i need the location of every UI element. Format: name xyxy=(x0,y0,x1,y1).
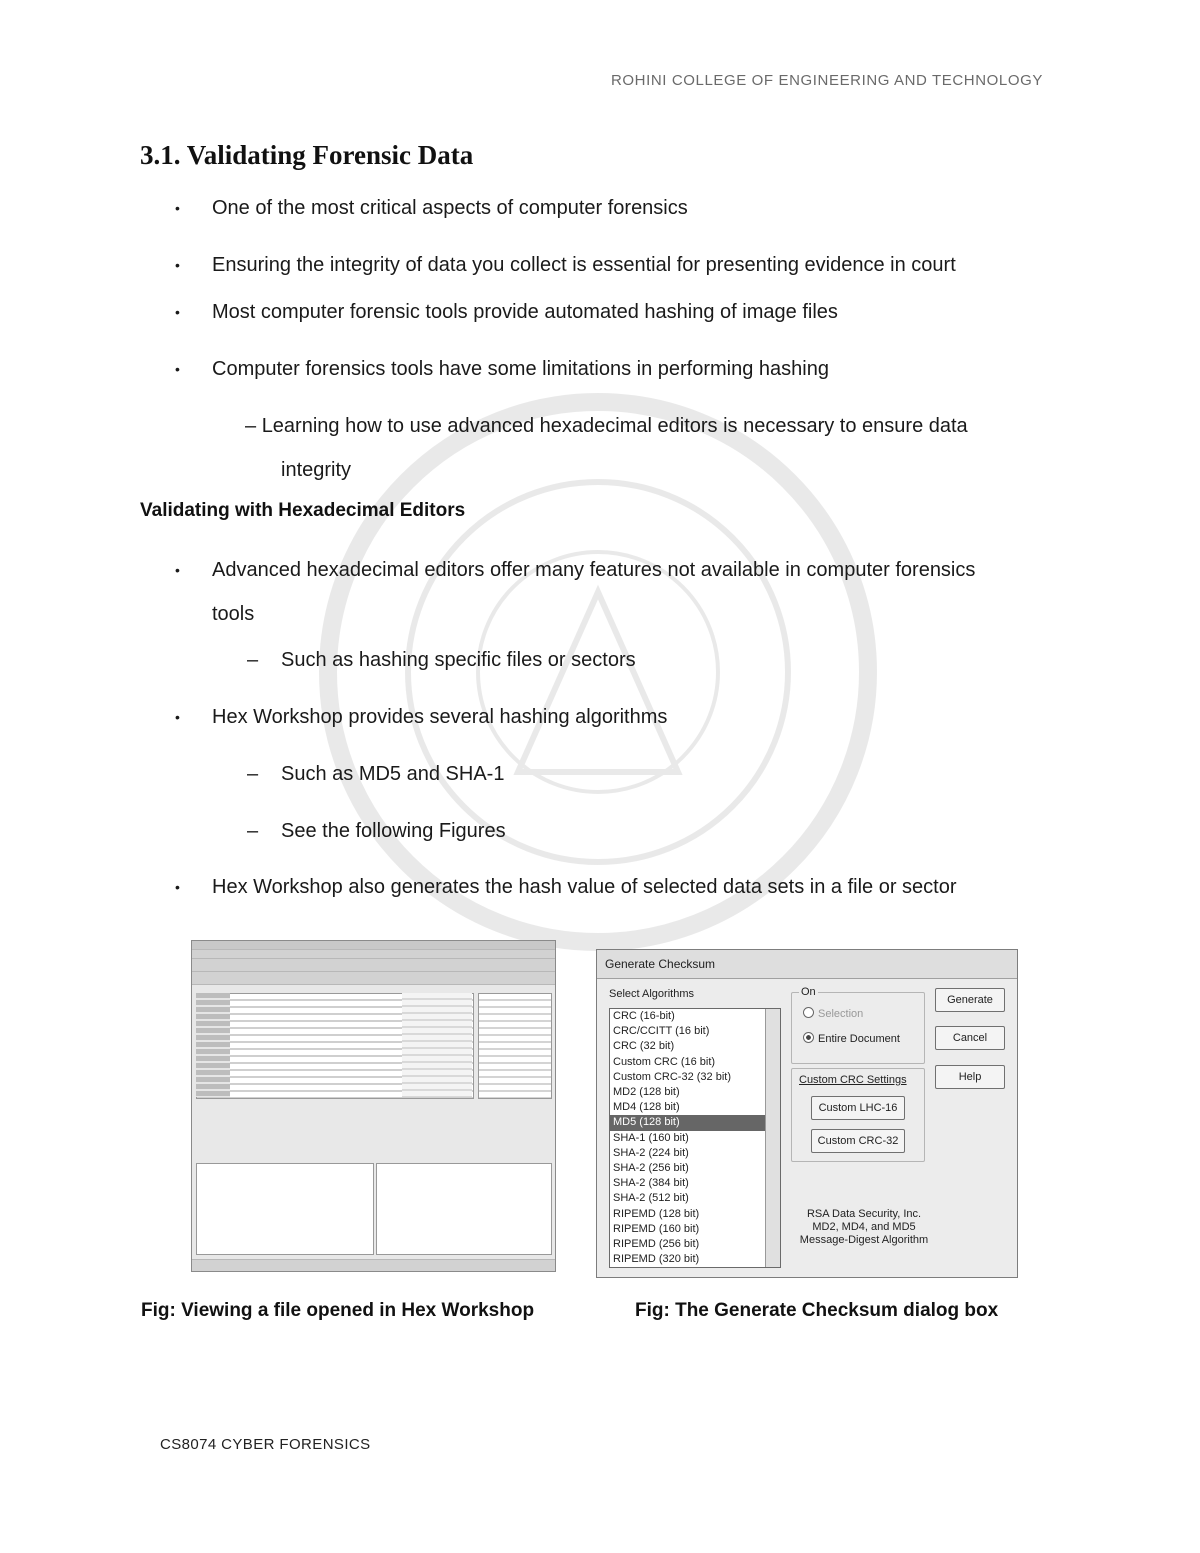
custom-crc32-button[interactable]: Custom CRC-32 xyxy=(811,1129,905,1153)
page-footer: CS8074 CYBER FORENSICS xyxy=(160,1436,371,1453)
algorithm-list[interactable] xyxy=(609,1008,781,1268)
algorithm-option[interactable]: MD4 (128 bit) xyxy=(613,1101,680,1114)
section-title: 3.1. Validating Forensic Data xyxy=(140,140,474,170)
algorithm-option[interactable]: Custom CRC-32 (32 bit) xyxy=(613,1070,731,1083)
list-scrollbar[interactable] xyxy=(765,1009,780,1267)
algorithm-option[interactable]: CRC/CCITT (16 bit) xyxy=(613,1025,710,1038)
bullet-mark: • xyxy=(175,562,180,578)
sub-bullet-continuation: integrity xyxy=(281,459,352,481)
bullet-mark: • xyxy=(175,879,180,895)
page-header: ROHINI COLLEGE OF ENGINEERING AND TECHNOLOGY xyxy=(610,72,1043,89)
dash-item-3 xyxy=(247,809,506,853)
bullet-text: Most computer forensic tools provide automated hashing of image files xyxy=(212,301,838,323)
radio-entire-document[interactable] xyxy=(803,1032,900,1045)
sub-bullet-learning xyxy=(245,404,1050,448)
bullet-text: One of the most critical aspects of computer forensics xyxy=(212,197,688,219)
figure-caption-checksum: Fig: The Generate Checksum dialog box xyxy=(635,1300,999,1321)
dash-item-1 xyxy=(247,638,636,682)
bullet-item-1 xyxy=(175,186,688,230)
rsa-note xyxy=(789,1208,939,1247)
bullet-text: Computer forensics tools have some limitations in performing hashing xyxy=(212,358,829,380)
bullet-item-2 xyxy=(175,243,956,287)
toolbar-2 xyxy=(192,972,555,985)
rsa-note-line: RSA Data Security, Inc. xyxy=(806,1208,922,1220)
bullet-item-4 xyxy=(175,347,829,391)
bullet-mark: • xyxy=(175,709,180,725)
radio-dot xyxy=(803,1007,814,1018)
bullet-text: Hex Workshop provides several hashing algorithms xyxy=(212,706,668,728)
dash-mark: – xyxy=(247,820,259,842)
bullet-mark: • xyxy=(175,200,180,216)
bullet-continuation: tools xyxy=(212,603,255,625)
toolbar xyxy=(192,959,555,972)
algorithm-option[interactable]: MD2 (128 bit) xyxy=(613,1086,680,1099)
dash-text: See the following Figures xyxy=(281,820,506,842)
algorithm-option[interactable]: SHA-1 (160 bit) xyxy=(613,1131,689,1144)
radio-selection-label: Selection xyxy=(818,1008,864,1020)
results-pane xyxy=(376,1163,552,1255)
algorithm-option[interactable]: RIPEMD (160 bit) xyxy=(613,1222,700,1235)
bullet-item-7 xyxy=(175,865,957,909)
dash-item-2 xyxy=(247,752,505,796)
algorithm-option[interactable]: RIPEMD (320 bit) xyxy=(613,1253,700,1266)
dash-mark: – xyxy=(247,649,259,671)
cancel-button[interactable]: Cancel xyxy=(935,1026,1005,1050)
menu-bar xyxy=(192,950,555,959)
generate-button[interactable]: Generate xyxy=(935,988,1005,1012)
on-group xyxy=(791,992,925,1064)
bullet-text: Advanced hexadecimal editors offer many features not available in computer forensics xyxy=(212,559,976,581)
subsection-title: Validating with Hexadecimal Editors xyxy=(140,500,466,521)
algorithm-option[interactable]: SHA-2 (224 bit) xyxy=(613,1146,689,1159)
algorithm-option[interactable]: RIPEMD (128 bit) xyxy=(613,1207,700,1220)
bullet-mark: • xyxy=(175,257,180,273)
dash-mark: – xyxy=(247,763,259,785)
radio-selection[interactable] xyxy=(803,1007,863,1020)
dash-mark: – xyxy=(245,415,257,437)
offset-column xyxy=(196,993,230,1097)
bullet-mark: • xyxy=(175,361,180,377)
algorithm-option[interactable]: CRC (32 bit) xyxy=(613,1040,675,1053)
bullet-item-5 xyxy=(175,548,976,592)
algorithm-option[interactable]: CRC (16-bit) xyxy=(613,1010,675,1022)
bullet-text: Ensuring the integrity of data you collect is essential for presenting evidence in court xyxy=(212,254,956,276)
dialog-title: Generate Checksum xyxy=(597,950,1017,979)
rsa-note-line: Message-Digest Algorithm xyxy=(799,1234,929,1246)
algorithm-option[interactable]: MD5 (128 bit) xyxy=(610,1115,780,1130)
custom-lhc-button[interactable]: Custom LHC-16 xyxy=(811,1096,905,1120)
dash-text: Such as hashing specific files or sectors xyxy=(281,649,636,671)
algorithm-option[interactable]: SHA-2 (256 bit) xyxy=(613,1162,689,1175)
data-inspector-pane xyxy=(478,993,552,1099)
dash-text: Such as MD5 and SHA-1 xyxy=(281,763,505,785)
radio-dot-checked xyxy=(803,1032,814,1043)
rsa-note-line: MD2, MD4, and MD5 xyxy=(812,1221,916,1233)
algorithm-option[interactable]: SHA-2 (384 bit) xyxy=(613,1177,689,1190)
ascii-column xyxy=(402,993,472,1097)
figure-caption-hex: Fig: Viewing a file opened in Hex Workshop xyxy=(141,1300,535,1321)
bullet-text: Hex Workshop also generates the hash value of selected data sets in a file or sector xyxy=(212,876,957,898)
bullet-mark: • xyxy=(175,304,180,320)
algorithm-items xyxy=(610,1009,780,1267)
generate-checksum-dialog xyxy=(596,949,1018,1278)
on-label: On xyxy=(801,986,816,998)
select-algorithms-label: Select Algorithms xyxy=(609,988,694,1000)
sub-bullet-text: Learning how to use advanced hexadecimal editors is necessary to ensure data xyxy=(261,415,968,437)
algorithm-option[interactable]: RIPEMD (256 bit) xyxy=(613,1238,700,1251)
help-button[interactable]: Help xyxy=(935,1065,1005,1089)
algorithm-option[interactable]: Custom CRC (16 bit) xyxy=(613,1055,716,1068)
bullet-item-3 xyxy=(175,290,838,334)
status-bar xyxy=(192,1259,555,1272)
hex-workshop-screenshot xyxy=(191,940,556,1272)
bullet-item-6 xyxy=(175,695,668,739)
custom-crc-label: Custom CRC Settings xyxy=(799,1074,907,1086)
radio-entire-label: Entire Document xyxy=(818,1033,900,1045)
structure-pane xyxy=(196,1163,374,1255)
algorithm-option[interactable]: SHA-2 (512 bit) xyxy=(613,1192,689,1205)
window-titlebar xyxy=(192,941,555,950)
